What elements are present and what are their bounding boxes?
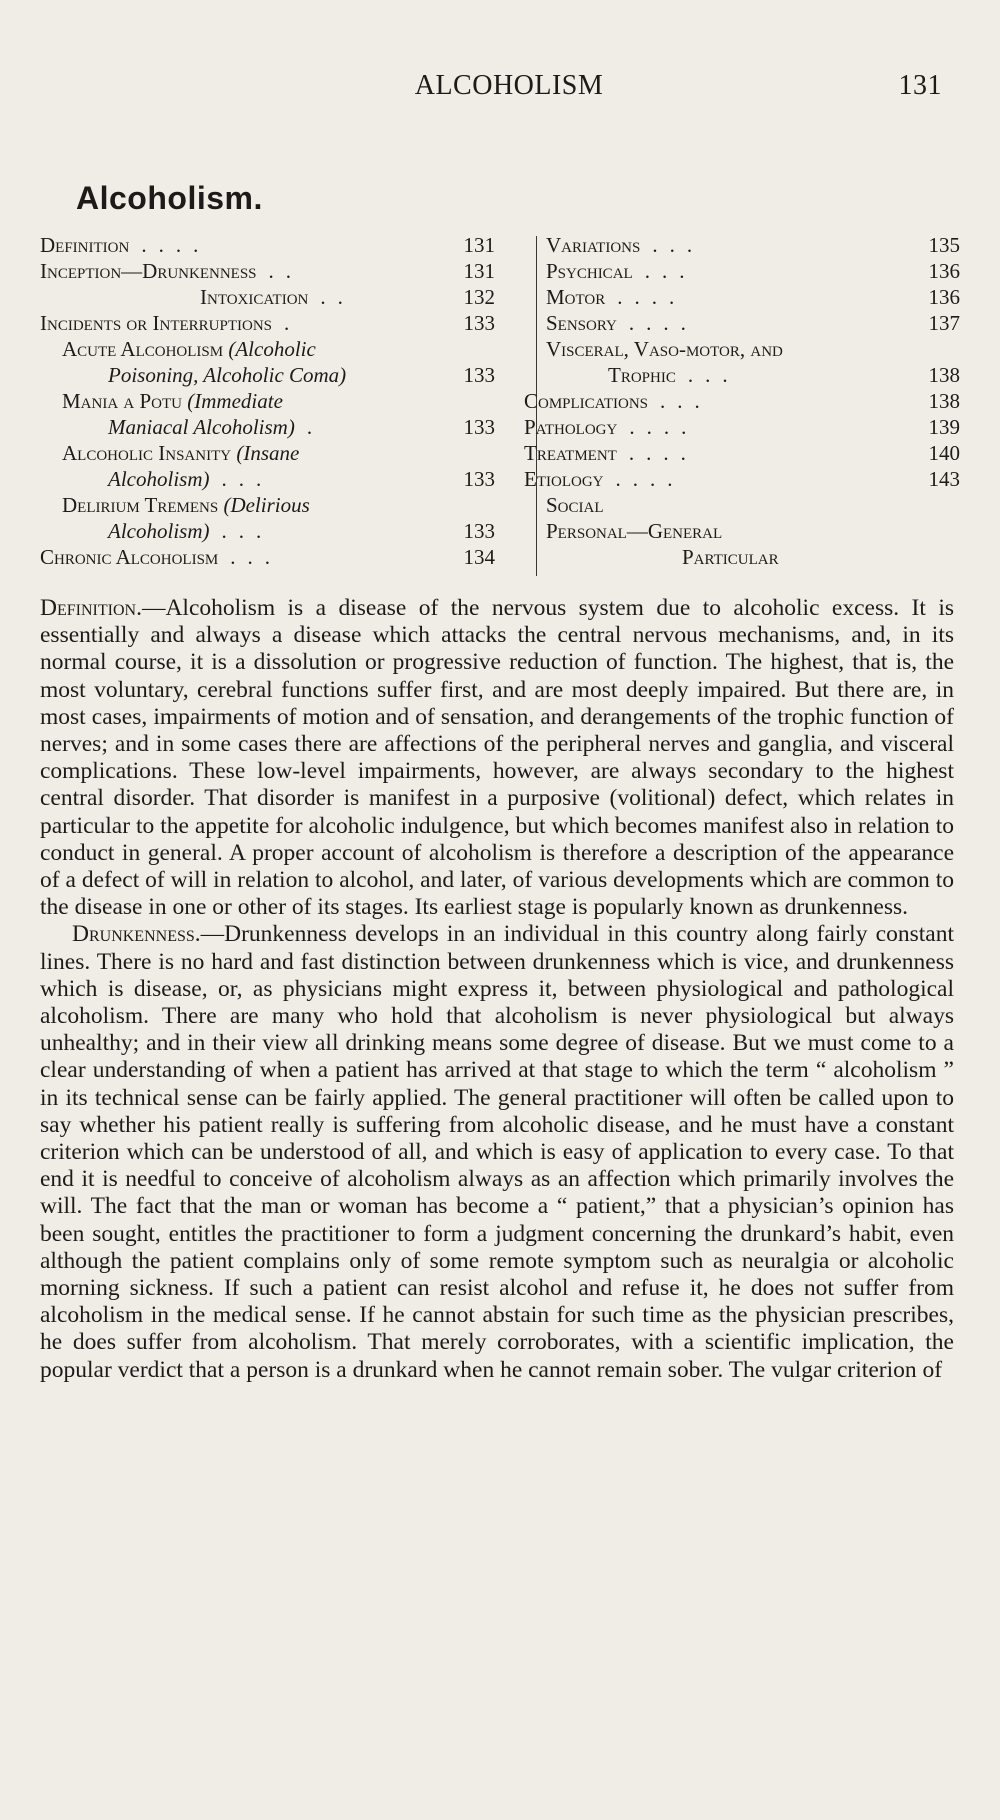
toc-entry-chronic-alcoholism: Chronic Alcoholism ... 134: [40, 545, 495, 569]
toc-entry-intoxication: Intoxication .. 132: [200, 285, 495, 309]
toc-entry-delirium-tremens-cont: Alcoholism) ... 133: [108, 519, 495, 543]
toc-entry-visceral: Visceral, Vaso-motor, and: [546, 337, 783, 361]
paragraph-definition-text: —Alcoholism is a disease of the nervous system due to alcoholic excess. It is essentially and always a disease which attacks the central nervous mechanisms, and, in its normal course, it is a dissolution or progressive reduction of function. The highest, that is, the most voluntary, cerebral functions suffer first, and are most deeply impaired. But there are, in most cases, impairments of motion and of sensation, and derangements of the trophic function of nerves; and in some cases there are affections of the peripheral nerves and ganglia, and visceral complications. These low-level impairments, however, are always secondary to the highest central disorder. That disorder is manifest in a purposive (volitional) defect, which relates in particular to the appetite for alcoholic indulgence, but which becomes manifest also in relation to conduct in general. A proper account of alcoholism is therefore a description of the appearance of a defect of will in relation to alcohol, and later, of various developments which are common to the disease in one or other of its stages. Its earliest stage is popularly known as drunkenness.: [40, 595, 954, 921]
toc-entry-treatment: Treatment .... 140: [524, 441, 960, 465]
run-in-heading-definition: Definition.: [40, 595, 142, 621]
toc-entry-particular: Particular: [682, 545, 779, 569]
paragraph-definition: [40, 595, 954, 921]
toc-entry-mania-a-potu: Mania a Potu (Immediate: [62, 389, 283, 413]
toc-entry-motor: Motor .... 136: [546, 285, 960, 309]
toc-entry-psychical: Psychical ... 136: [546, 259, 960, 283]
toc-entry-sensory: Sensory .... 137: [546, 311, 960, 335]
toc-right-column: [524, 232, 960, 570]
page-number: 131: [898, 70, 942, 101]
toc-entry-alcoholic-insanity: Alcoholic Insanity (Insane: [62, 441, 300, 465]
toc-entry-inception: Inception—Drunkenness .. 131: [40, 259, 495, 283]
paragraph-drunkenness-text: —Drunkenness develops in an individual in this country along fairly constant lines. There is no hard and fast distinction between drunkenness which is vice, and drunkenness which is disease, or, as physicians might express it, between physiological and pathological alcoholism. There are many who hold that alcoholism is never physiological but always unhealthy; and in their view all drinking means some degree of disease. But we must come to a clear understanding of when a patient has arrived at that stage to which the term “ alcoholism ” in its technical sense can be fairly applied. The general practitioner will often be called upon to say whether his patient really is suffering from alcoholic disease, and he must have a constant criterion which can be understood of all, and which is easy of application to every case. To that end it is needful to conceive of alcoholism always as an affection which primarily involves the will. The fact that the man or woman has become a “ patient,” that a physician’s opinion has been sought, entitles the practitioner to form a judgment concerning the drunkard’s habit, even although the patient complains only of some remote symptom such as neuralgia or alcoholic morning sickness. If such a patient can resist alcohol and refuse it, he does not suffer from alcoholism in the medical sense. If he cannot abstain for such time as the physician prescribes, he does suffer from alcoholism. That merely corroborates, with a scientific implication, the popular verdict that a person is a drunkard when he cannot remain sober. The vulgar criterion of: [40, 921, 954, 1383]
toc-entry-acute-alcoholism: Acute Alcoholism (Alcoholic: [62, 337, 316, 361]
article-body: [40, 595, 954, 1384]
toc-entry-definition: Definition .... 131: [40, 233, 495, 257]
toc-entry-variations: Variations ... 135: [546, 233, 960, 257]
toc-entry-etiology: Etiology .... 143: [524, 467, 960, 491]
toc-entry-complications: Complications ... 138: [524, 389, 960, 413]
toc-entry-social: Social: [546, 493, 604, 517]
run-in-heading-drunkenness: Drunkenness.: [72, 921, 201, 948]
toc-entry-incidents: Incidents or Interruptions . 133: [40, 311, 495, 335]
toc-entry-delirium-tremens: Delirium Tremens (Delirious: [62, 493, 310, 517]
toc-left-column: [40, 232, 495, 570]
toc-entry-mania-a-potu-cont: Maniacal Alcoholism) . 133: [108, 415, 495, 439]
toc-entry-personal-general: Personal—General: [546, 519, 723, 543]
toc-entry-alcoholic-insanity-cont: Alcoholism) ... 133: [108, 467, 495, 491]
table-of-contents: [40, 232, 960, 582]
toc-entry-pathology: Pathology .... 139: [524, 415, 960, 439]
running-title: ALCOHOLISM: [414, 70, 604, 101]
running-header: [76, 70, 942, 110]
toc-entry-trophic: Trophic ... 138: [608, 363, 960, 387]
paragraph-drunkenness: [40, 921, 954, 1383]
article-title: Alcoholism.: [76, 180, 263, 216]
toc-entry-acute-alcoholism-cont: Poisoning, Alcoholic Coma) 133: [108, 363, 495, 387]
